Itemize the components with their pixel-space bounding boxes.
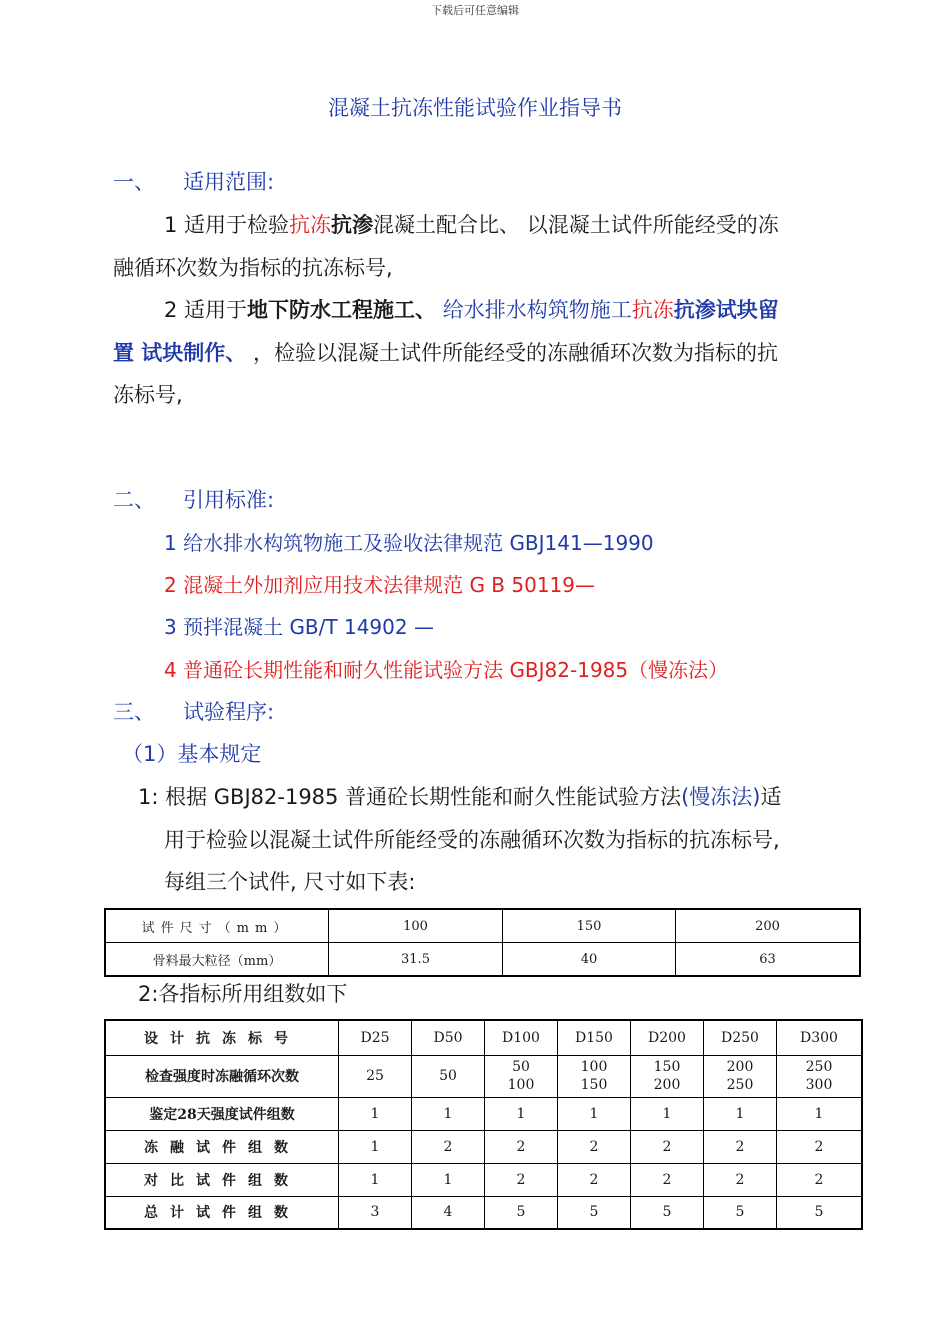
- table-cell-label: 骨料最大粒径（mm）: [105, 943, 329, 977]
- table-header-cell: D100: [485, 1020, 558, 1055]
- scope-paragraph-2-line-2: [113, 337, 778, 367]
- rule-1: [138, 781, 781, 811]
- cycle-value-a: 200: [726, 1059, 754, 1075]
- section-3-number: 三、: [113, 700, 155, 724]
- table-cell: 2: [558, 1130, 631, 1163]
- table-cell: [777, 1055, 863, 1097]
- table-cell: 1: [339, 1097, 412, 1130]
- scope-p2-a: 2 适用于: [164, 298, 248, 322]
- section-3-title: 试验程序:: [183, 700, 275, 724]
- scope-p1-red: 抗冻: [289, 213, 332, 237]
- table-cell: 1: [777, 1097, 863, 1130]
- table-header-row: [105, 1020, 862, 1055]
- rule-1-blue: (慢冻法): [681, 785, 761, 809]
- scope-p2-red: 抗冻: [631, 298, 674, 322]
- section-2-title: 引用标准:: [183, 488, 275, 512]
- rule-1-c: 适: [760, 785, 782, 809]
- table-row: [105, 1196, 862, 1229]
- standard-item-2: 2 混凝土外加剂应用技术法律规范 G B 50119—: [164, 573, 595, 597]
- table-cell: 200: [676, 909, 861, 943]
- table-cell: 5: [631, 1196, 704, 1229]
- table-cell: 5: [558, 1196, 631, 1229]
- basic-rules-heading: （1）基本规定: [122, 742, 262, 766]
- table-cell-label: 检查强度时冻融循环次数: [105, 1055, 339, 1097]
- section-3-heading: [113, 696, 274, 726]
- table-cell: 50: [412, 1055, 485, 1097]
- table-row: [105, 1130, 862, 1163]
- cycle-value-b: 200: [653, 1077, 681, 1093]
- table-cell: 31.5: [329, 943, 503, 977]
- table-cell: 1: [339, 1130, 412, 1163]
- table-cell: 2: [777, 1163, 863, 1196]
- frost-grade-group-table: [104, 1019, 863, 1230]
- rule-1-a: 1: 根据 GBJ82-1985 普通砼长期性能和耐久性能试验方法: [138, 785, 682, 809]
- table-cell: 5: [704, 1196, 777, 1229]
- cycle-value-b: 250: [726, 1077, 754, 1093]
- scope-p1-a: 1 适用于检验: [164, 213, 290, 237]
- section-2-number: 二、: [113, 488, 155, 512]
- cycle-value-a: 50: [512, 1059, 530, 1075]
- table-cell: 1: [412, 1097, 485, 1130]
- table-row: [105, 1055, 862, 1097]
- cycle-value-b: 150: [580, 1077, 608, 1093]
- standard-item-3: [164, 611, 434, 640]
- table-cell: 2: [704, 1130, 777, 1163]
- section-2-heading: [113, 484, 274, 514]
- table-cell-label: 对比试件组数: [105, 1163, 339, 1196]
- table-cell: 40: [503, 943, 676, 977]
- scope-p2-line2-rest: ，检验以混凝土试件所能经受的冻融循环次数为指标的抗: [246, 341, 778, 365]
- table-row: [105, 1163, 862, 1196]
- scope-paragraph-2-line-3: 冻标号,: [113, 383, 183, 407]
- table-header-label: 设计抗冻标号: [105, 1020, 339, 1055]
- rule-1-line-2: 用于检验以混凝土试件所能经受的冻融循环次数为指标的抗冻标号,: [164, 828, 780, 852]
- scope-p2-bluebold: 抗渗试块留: [673, 298, 779, 322]
- table-header-cell: D300: [777, 1020, 863, 1055]
- table-cell: 1: [631, 1097, 704, 1130]
- cycle-value-a: 150: [653, 1059, 681, 1075]
- table-cell-label: 试件尺寸（mm）: [105, 909, 329, 943]
- table-cell: [558, 1055, 631, 1097]
- table-cell: 5: [485, 1196, 558, 1229]
- table-cell: 5: [777, 1196, 863, 1229]
- scope-p2-line2-bluebold: 置 试块制作、: [113, 341, 247, 365]
- table-cell: 1: [339, 1163, 412, 1196]
- table-header-cell: D150: [558, 1020, 631, 1055]
- table-cell: 150: [503, 909, 676, 943]
- scope-paragraph-1-line-2: 融循环次数为指标的抗冻标号,: [113, 256, 393, 280]
- document-title: 混凝土抗冻性能试验作业指导书: [328, 96, 622, 120]
- section-1-title: 适用范围:: [183, 170, 275, 194]
- table-row: [105, 909, 860, 943]
- cycle-value-a: 100: [580, 1059, 608, 1075]
- standard-item-3-text: 3 预拌混凝土 GB/T 14902 —: [164, 615, 434, 639]
- table-cell: 25: [339, 1055, 412, 1097]
- scope-paragraph-2: [164, 294, 779, 324]
- table-cell: 2: [558, 1163, 631, 1196]
- table-cell: 2: [485, 1163, 558, 1196]
- table-header-cell: D25: [339, 1020, 412, 1055]
- table-cell-label: 冻融试件组数: [105, 1130, 339, 1163]
- scope-p2-bold: 地下防水工程施工、: [247, 298, 437, 322]
- scope-p1-rest: 混凝土配合比、 以混凝土试件所能经受的冻: [373, 213, 779, 237]
- section-1-heading: [113, 166, 274, 196]
- standard-item-4: 4 普通砼长期性能和耐久性能试验方法 GBJ82-1985（慢冻法）: [164, 658, 729, 682]
- table-cell: 2: [412, 1130, 485, 1163]
- table-cell: 1: [412, 1163, 485, 1196]
- table-cell: 3: [339, 1196, 412, 1229]
- cycle-value-b: 300: [805, 1077, 833, 1093]
- specimen-size-table: [104, 908, 861, 977]
- table-cell: 63: [676, 943, 861, 977]
- table-header-cell: D200: [631, 1020, 704, 1055]
- table-header-cell: D50: [412, 1020, 485, 1055]
- table-cell: 1: [485, 1097, 558, 1130]
- section-1-number: 一、: [113, 170, 155, 194]
- table-header-cell: D250: [704, 1020, 777, 1055]
- table-cell: 1: [558, 1097, 631, 1130]
- scope-p1-bold: 抗渗: [331, 213, 374, 237]
- rule-2: 2:各指标所用组数如下: [138, 982, 348, 1006]
- table-row: [105, 1097, 862, 1130]
- cycle-value-b: 100: [507, 1077, 535, 1093]
- table-cell: 100: [329, 909, 503, 943]
- rule-1-line-3: 每组三个试件, 尺寸如下表:: [164, 870, 416, 894]
- table-cell: [704, 1055, 777, 1097]
- table-cell: 2: [485, 1130, 558, 1163]
- table-cell: 2: [631, 1130, 704, 1163]
- table-cell: 2: [631, 1163, 704, 1196]
- table-cell-label: 鉴定28天强度试件组数: [105, 1097, 339, 1130]
- cycle-value-a: 250: [805, 1059, 833, 1075]
- scope-p2-blue: 给水排水构筑物施工: [436, 298, 632, 322]
- scope-paragraph-1: [164, 209, 779, 239]
- table-row: [105, 943, 860, 977]
- table-cell: [485, 1055, 558, 1097]
- table-cell: [631, 1055, 704, 1097]
- standard-item-1: 1 给水排水构筑物施工及验收法律规范 GBJ141—1990: [164, 531, 654, 555]
- table-cell: 1: [704, 1097, 777, 1130]
- table-cell-label: 总计试件组数: [105, 1196, 339, 1229]
- table-cell: 2: [777, 1130, 863, 1163]
- table-cell: 4: [412, 1196, 485, 1229]
- table-cell: 2: [704, 1163, 777, 1196]
- header-note: 下载后可任意编辑: [431, 4, 519, 17]
